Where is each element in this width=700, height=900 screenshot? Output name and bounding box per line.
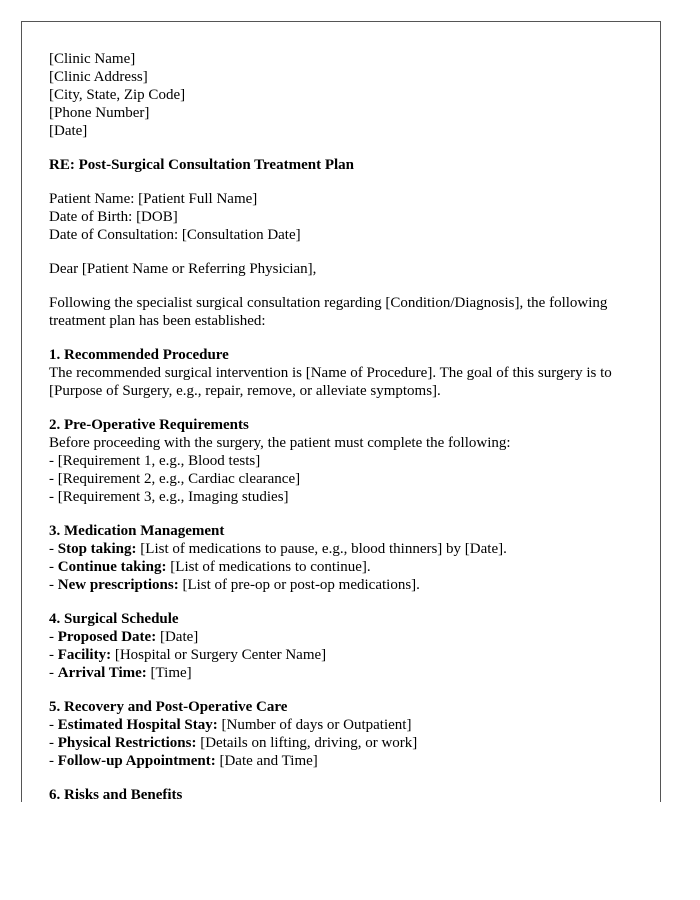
item-text: [Date and Time] [215,753,318,769]
clinic-address: [Clinic Address] [49,69,148,85]
item-text: [List of pre-op or post-op medications]. [178,577,420,593]
clinic-header [49,50,649,140]
section-title: 6. Risks and Benefits [49,787,183,802]
section-recovery-post-operative-care [49,698,649,770]
patient-info [49,190,649,244]
item-label: Stop taking: [57,541,137,557]
clinic-city-state-zip: [City, State, Zip Code] [49,87,186,103]
letter-page [21,21,661,802]
list-prefix: - [49,629,58,645]
intro-paragraph [49,294,649,330]
re-line-block [49,156,649,174]
item-text: [Time] [146,665,192,681]
list-prefix: - [49,717,58,733]
list-item [49,664,649,682]
list-prefix: - [49,735,58,751]
item-text: [List of medications to continue]. [166,559,371,575]
section-risks-and-benefits [49,786,649,802]
item-text: [Hospital or Surgery Center Name] [111,647,327,663]
list-item [49,646,649,664]
section-surgical-schedule [49,610,649,682]
item-text: [Date] [156,629,199,645]
list-item: - [Requirement 2, e.g., Cardiac clearance] [49,471,301,487]
patient-dob: Date of Birth: [DOB] [49,209,178,225]
section-title: 5. Recovery and Post-Operative Care [49,699,288,715]
section-title: 3. Medication Management [49,523,225,539]
list-item: - [Requirement 1, e.g., Blood tests] [49,453,261,469]
item-label: Continue taking: [57,559,167,575]
item-text: [Details on lifting, driving, or work] [196,735,418,751]
item-label: Proposed Date: [57,629,157,645]
item-label: Physical Restrictions: [57,735,197,751]
item-text: [Number of days or Outpatient] [217,717,412,733]
list-item [49,734,649,752]
list-prefix: - [49,647,58,663]
letter-content [49,50,649,802]
clinic-name: [Clinic Name] [49,51,136,67]
intro-text: Following the specialist surgical consultation regarding [Condition/Diagnosis], the following treatment plan has been established: [49,295,608,329]
list-prefix: - [49,541,58,557]
list-item [49,752,649,770]
list-item [49,558,649,576]
list-item [49,576,649,594]
list-prefix: - [49,753,58,769]
section-title: 1. Recommended Procedure [49,347,229,363]
section-title: 4. Surgical Schedule [49,611,179,627]
list-item [49,628,649,646]
section-body: Before proceeding with the surgery, the patient must complete the following: [49,435,511,451]
section-medication-management [49,522,649,594]
list-prefix: - [49,665,58,681]
item-label: Follow-up Appointment: [57,753,216,769]
re-line: RE: Post-Surgical Consultation Treatment Plan [49,157,355,173]
section-body: The recommended surgical intervention is [Name of Procedure]. The goal of this surgery is to [Purpose of Surgery, e.g., repair, remove, or alleviate symptoms]. [49,365,612,399]
item-label: Arrival Time: [57,665,147,681]
salutation: Dear [Patient Name or Referring Physician], [49,261,317,277]
clinic-phone: [Phone Number] [49,105,150,121]
section-recommended-procedure [49,346,649,400]
item-label: Estimated Hospital Stay: [57,717,218,733]
section-pre-operative-requirements [49,416,649,506]
list-item: - [Requirement 3, e.g., Imaging studies] [49,489,289,505]
item-label: Facility: [57,647,112,663]
consultation-date: Date of Consultation: [Consultation Date] [49,227,301,243]
list-item [49,716,649,734]
list-prefix: - [49,559,58,575]
letter-date: [Date] [49,123,88,139]
salutation-block [49,260,649,278]
item-label: New prescriptions: [57,577,179,593]
patient-name: Patient Name: [Patient Full Name] [49,191,258,207]
list-item [49,540,649,558]
item-text: [List of medications to pause, e.g., blood thinners] by [Date]. [136,541,507,557]
section-title: 2. Pre-Operative Requirements [49,417,249,433]
list-prefix: - [49,577,58,593]
